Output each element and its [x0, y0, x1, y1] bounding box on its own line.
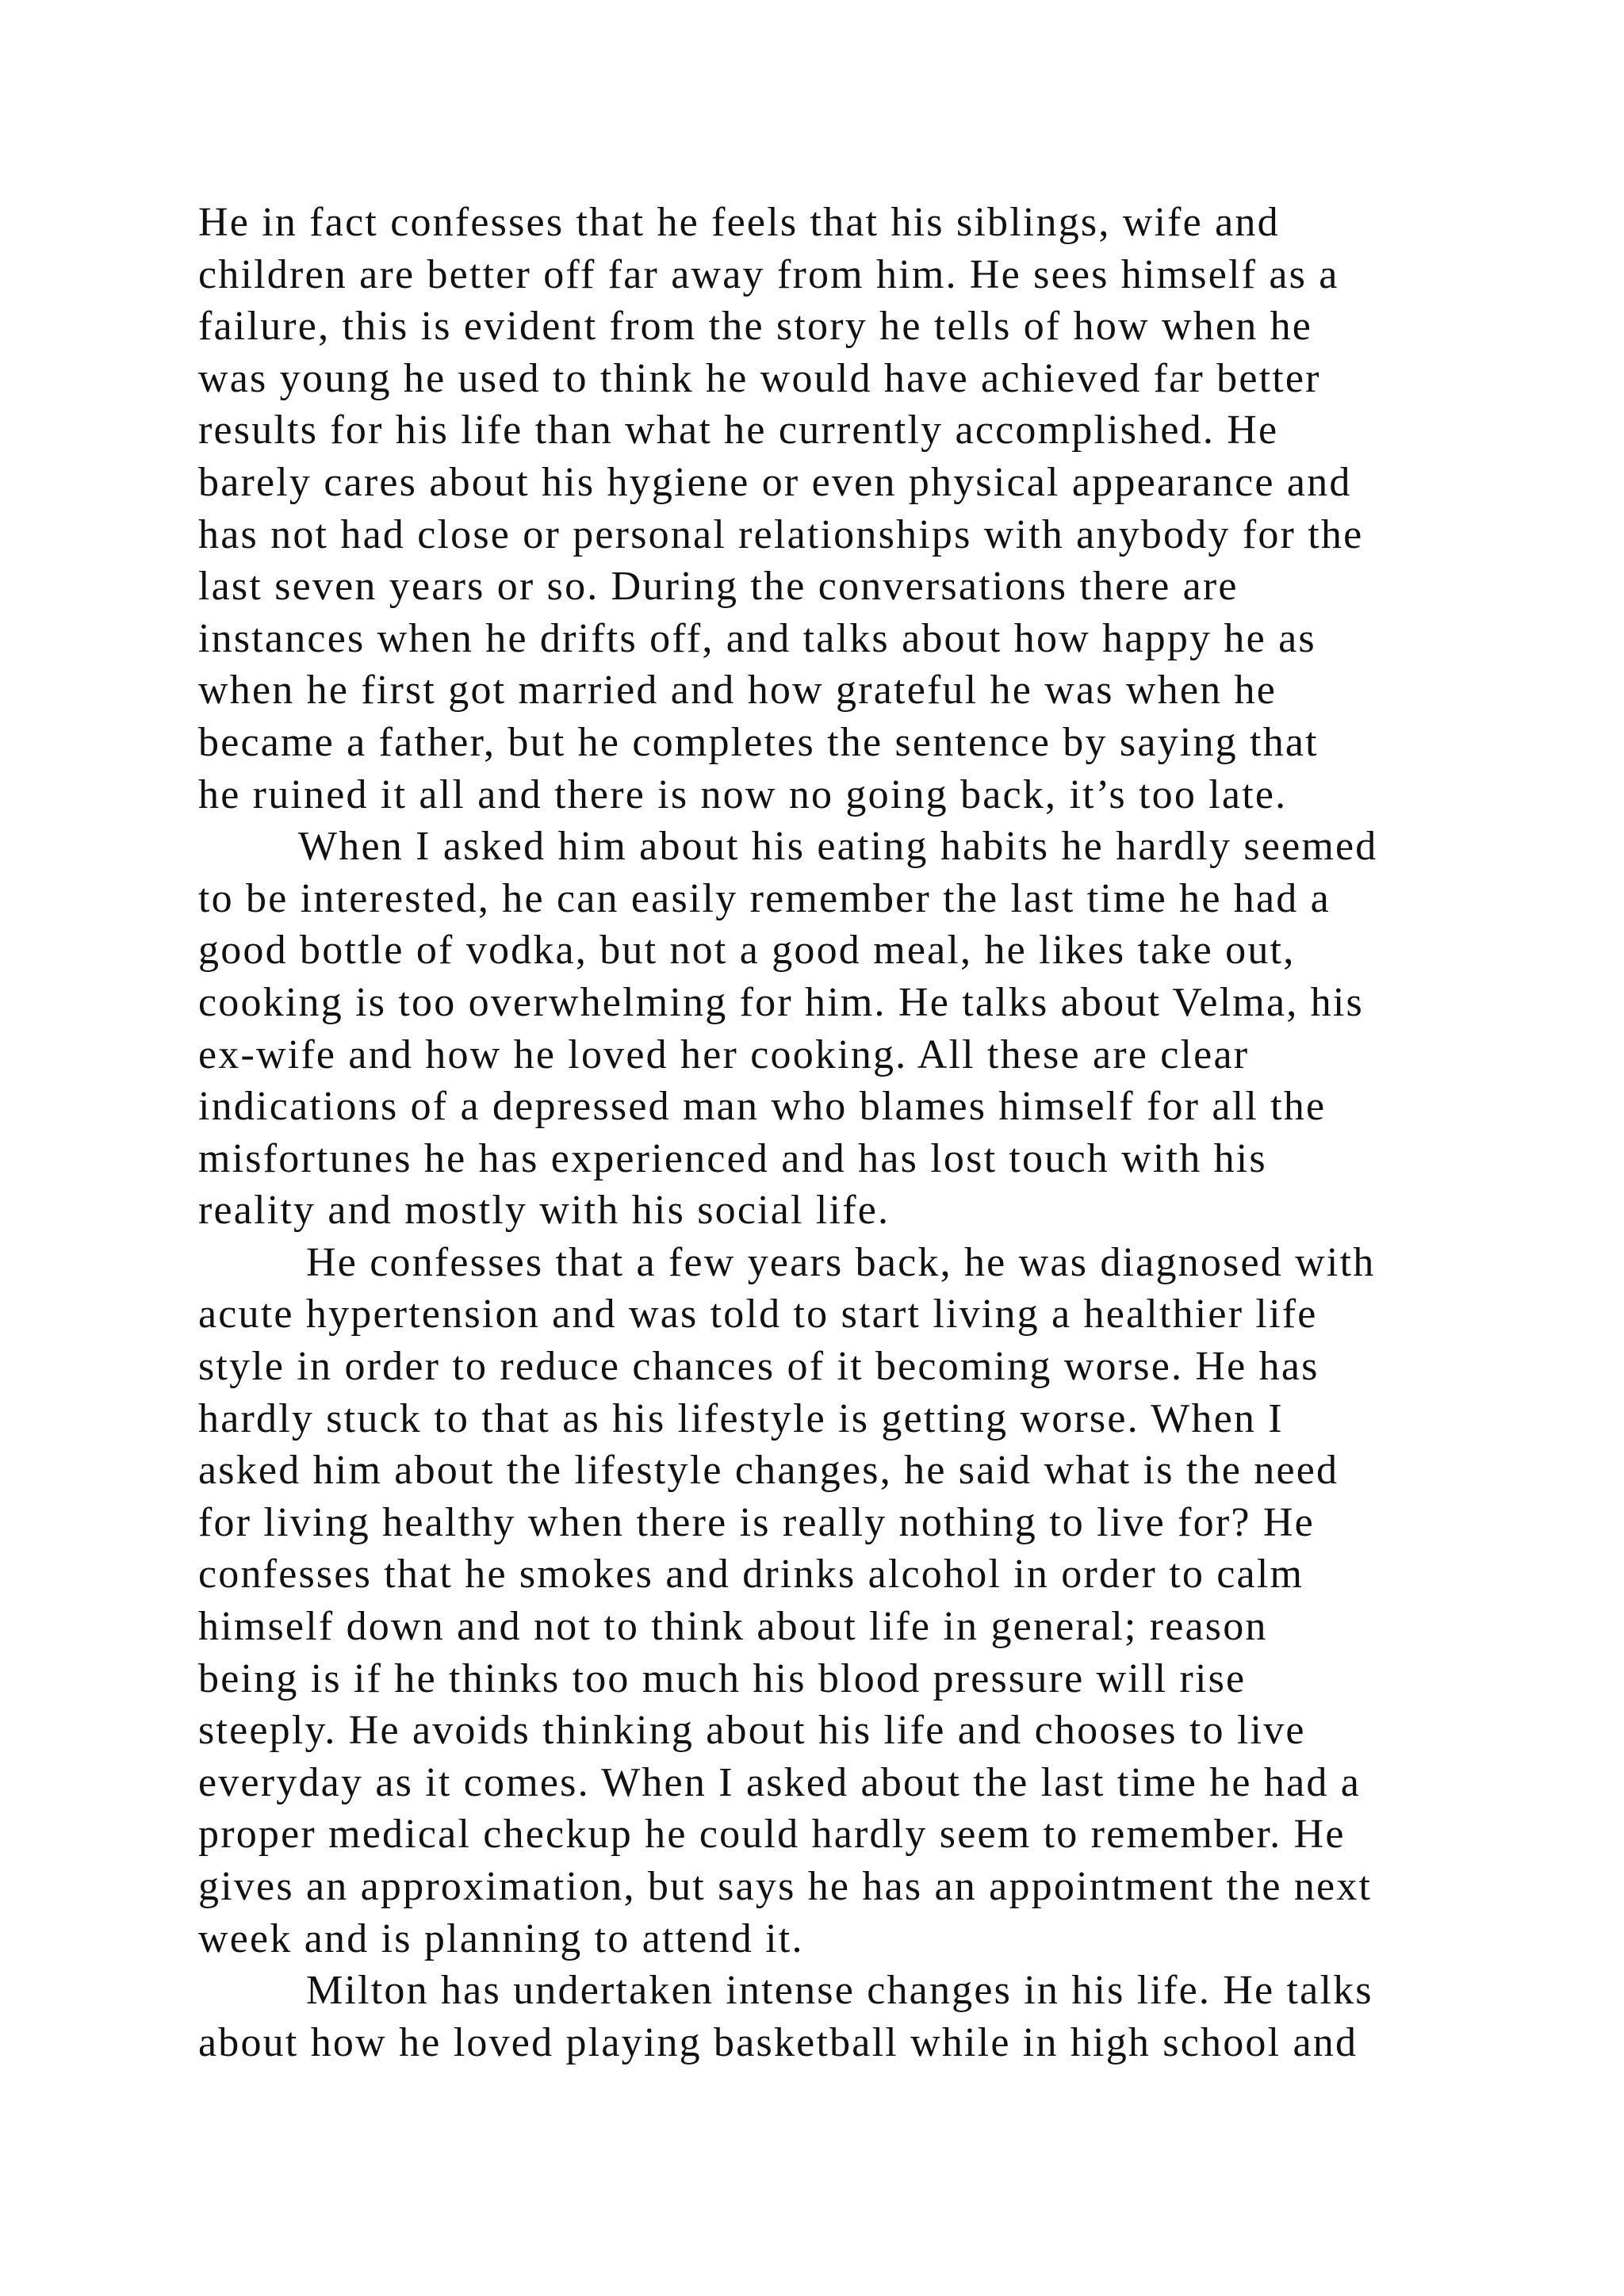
text-line: has not had close or personal relationships with anybody for the	[198, 511, 1364, 557]
text-line: good bottle of vodka, but not a good meal, he likes take out,	[198, 928, 1296, 974]
text-line: He in fact confesses that he feels that his siblings, wife and	[198, 200, 1280, 245]
text-line: He confesses that a few years back, he was diagnosed with	[306, 1239, 1376, 1285]
text-line: for living healthy when there is really nothing to live for? He	[198, 1499, 1315, 1545]
text-line: asked him about the lifestyle changes, he said what is the need	[198, 1448, 1339, 1494]
text-line: When I asked him about his eating habits he hardly seemed	[298, 824, 1378, 870]
text-line: last seven years or so. During the conversations there are	[198, 564, 1239, 610]
text-line: when he first got married and how grateful he was when he	[198, 668, 1277, 714]
text-line: cooking is too overwhelming for him. He talks about Velma, his	[198, 979, 1364, 1025]
text-line: instances when he drifts off, and talks about how happy he as	[198, 615, 1316, 661]
text-line: steeply. He avoids thinking about his life and chooses to live	[198, 1708, 1306, 1754]
text-line: ex-wife and how he loved her cooking. All these are clear	[198, 1031, 1250, 1077]
text-line: failure, this is evident from the story he tells of how when he	[198, 304, 1313, 350]
text-line: children are better off far away from him. He sees himself as a	[198, 251, 1339, 297]
text-line: hardly stuck to that as his lifestyle is getting worse. When I	[198, 1395, 1284, 1441]
text-line: became a father, but he completes the sentence by saying that	[198, 719, 1319, 765]
text-line: misfortunes he has experienced and has lost touch with his	[198, 1135, 1267, 1181]
text-line: Milton has undertaken intense changes in his life. He talks	[306, 1968, 1373, 2014]
text-line: gives an approximation, but says he has an appointment the next	[198, 1864, 1373, 1909]
text-line: indications of a depressed man who blames himself for all the	[198, 1084, 1327, 1130]
text-line: to be interested, he can easily remember the last time he had a	[198, 875, 1331, 921]
text-line: himself down and not to think about life in general; reason	[198, 1604, 1268, 1650]
text-line: acute hypertension and was told to start living a healthier life	[198, 1292, 1318, 1337]
text-line: about how he loved playing basketball while in high school and	[198, 2019, 1358, 2065]
text-line: confesses that he smokes and drinks alcohol in order to calm	[198, 1552, 1304, 1598]
text-line: reality and mostly with his social life.	[198, 1188, 891, 1234]
paragraph	[198, 821, 1507, 1237]
text-line: barely cares about his hygiene or even physical appearance and	[198, 459, 1352, 505]
text-line: was young he used to think he would have achieved far better	[198, 355, 1321, 401]
body-text	[198, 197, 1507, 2068]
text-line: style in order to reduce chances of it becoming worse. He has	[198, 1344, 1320, 1390]
text-line: he ruined it all and there is now no going back, it’s too late.	[198, 771, 1288, 817]
text-line: everyday as it comes. When I asked about the last time he had a	[198, 1759, 1362, 1805]
paragraph	[198, 1237, 1507, 1965]
paragraph	[198, 197, 1507, 821]
paragraph	[198, 1965, 1507, 2068]
text-line: results for his life than what he currently accomplished. He	[198, 408, 1279, 453]
text-line: being is if he thinks too much his blood pressure will rise	[198, 1655, 1247, 1701]
text-line: proper medical checkup he could hardly seem to remember. He	[198, 1812, 1346, 1858]
text-line: week and is planning to attend it.	[198, 1915, 804, 1961]
